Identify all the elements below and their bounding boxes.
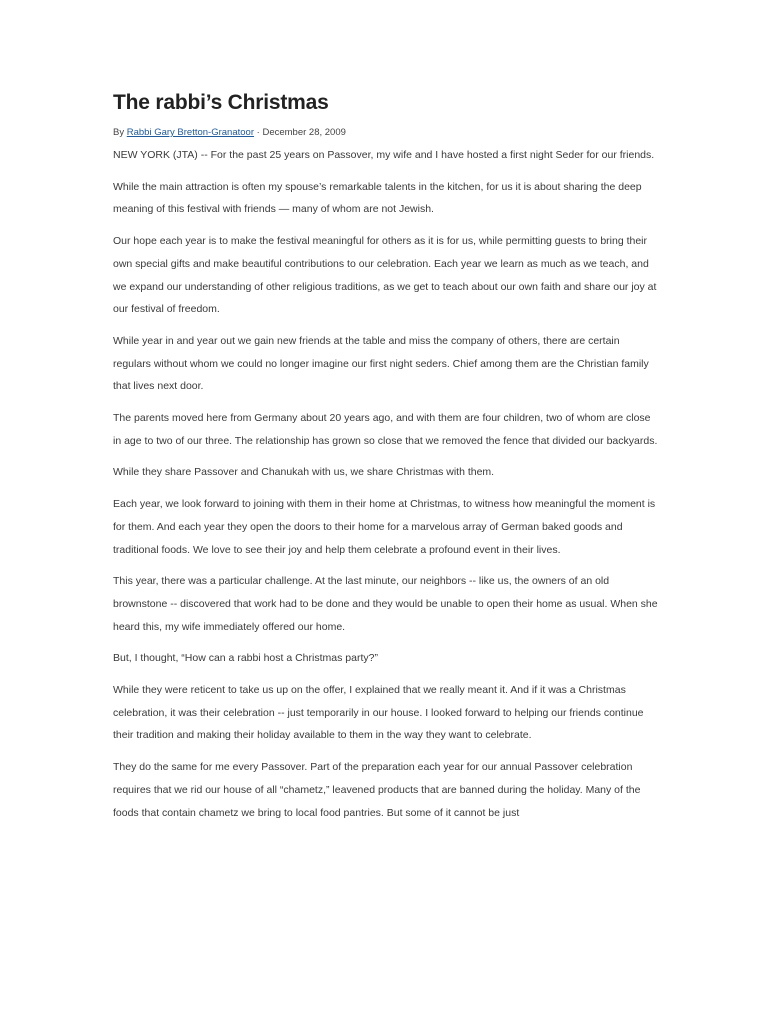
- article-date: December 28, 2009: [262, 127, 346, 138]
- article-body: [113, 144, 658, 824]
- byline-prefix: By: [113, 127, 127, 138]
- paragraph: This year, there was a particular challenge. At the last minute, our neighbors -- like us, the owners of an old brownstone -- discovered that work had to be done and they would be unable to open their home as usual. When she heard this, my wife immediately offered our home.: [113, 575, 658, 633]
- author-link[interactable]: Rabbi Gary Bretton-Granatoor: [126, 127, 254, 138]
- paragraph: While they share Passover and Chanukah with us, we share Christmas with them.: [113, 466, 495, 479]
- paragraph: They do the same for me every Passover. Part of the preparation each year for our annual Passover celebration requires that we rid our house of all “chametz,” leavened products that are banned during the holiday. Many of the foods that contain chametz we bring to local food pantries. But some of it cannot be just: [113, 761, 641, 819]
- paragraph: While year in and year out we gain new friends at the table and miss the company of others, there are certain regulars without whom we could no longer imagine our first night seders. Chief among them are the Christian family that lives next door.: [113, 334, 649, 393]
- byline-separator: ·: [254, 127, 263, 138]
- article: [113, 90, 658, 833]
- paragraph: Our hope each year is to make the festival meaningful for others as it is for us, while permitting guests to bring their own special gifts and make beautiful contributions to our celebration. Each year we learn as much as we teach, and we expand our understanding of other religious traditions, as we get to teach about our own faith and share our joy at our festival of freedom.: [113, 235, 657, 316]
- paragraph: NEW YORK (JTA) -- For the past 25 years on Passover, my wife and I have hosted a first night Seder for our friends.: [113, 149, 655, 161]
- paragraph: The parents moved here from Germany about 20 years ago, and with them are four children, two of whom are close in age to two of our three. The relationship has grown so close that we removed the fence that divided our backyards.: [113, 412, 658, 447]
- paragraph: But, I thought, “How can a rabbi host a Christmas party?”: [113, 652, 378, 665]
- article-title: The rabbi’s Christmas: [113, 91, 329, 114]
- byline: [113, 126, 658, 140]
- paragraph: While the main attraction is often my spouse’s remarkable talents in the kitchen, for us it is about sharing the deep meaning of this festival with friends — many of whom are not Jewish.: [113, 180, 642, 216]
- paragraph: Each year, we look forward to joining with them in their home at Christmas, to witness how meaningful the moment is for them. And each year they open the doors to their home for a marvelous array of German baked goods and traditional foods. We love to see their joy and help them celebrate a profound event in their lives.: [113, 498, 656, 556]
- paragraph: While they were reticent to take us up on the offer, I explained that we really meant it. And if it was a Christmas celebration, it was their celebration -- just temporarily in our house. I looked forward to helping our friends continue their tradition and making their holiday available to them in the way they want to celebrate.: [113, 684, 644, 742]
